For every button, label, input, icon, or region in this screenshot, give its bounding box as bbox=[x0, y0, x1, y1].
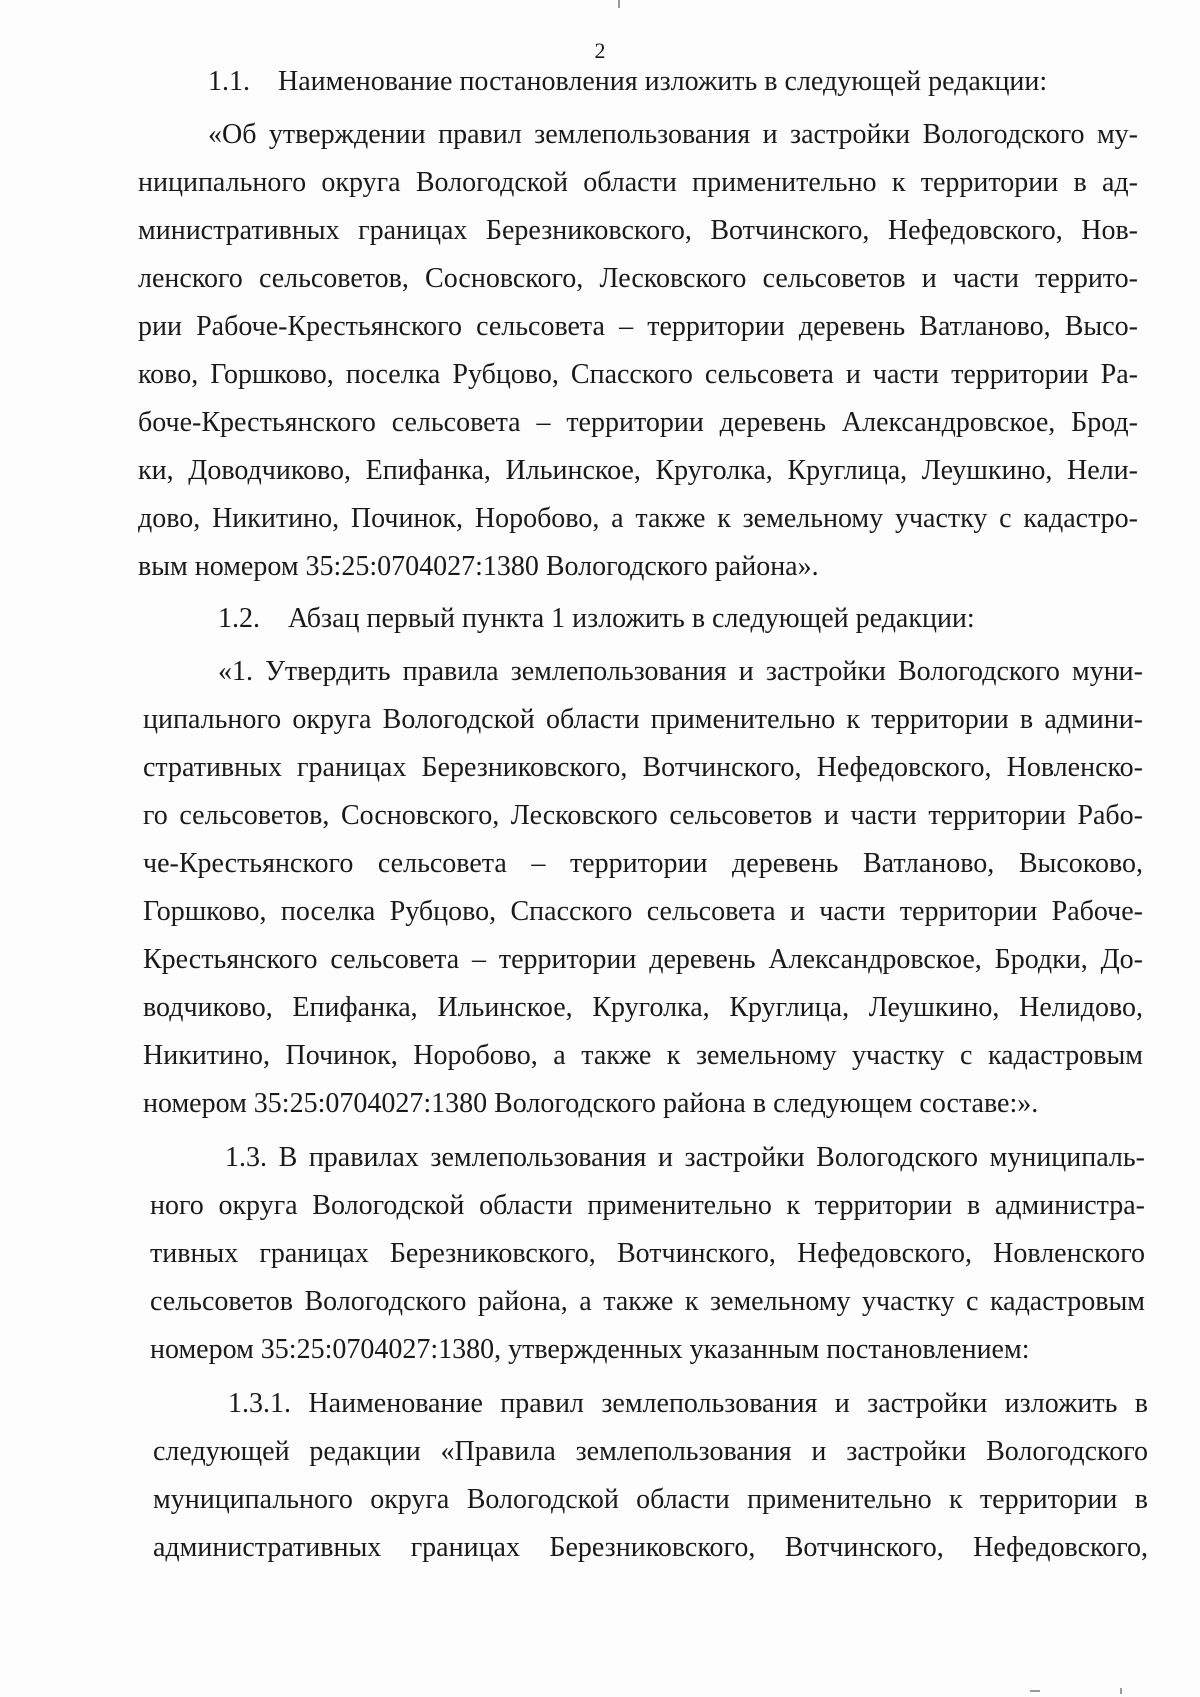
text-line: Крестьянского сельсовета – территории деревень Александровское, Бродки, До- bbox=[143, 944, 1143, 975]
page-number: 2 bbox=[594, 38, 606, 63]
text-line: ного округа Вологодской области применительно к территории в администра- bbox=[150, 1190, 1145, 1221]
text-line: «Об утверждении правил землепользования и застройки Вологодского му- bbox=[208, 119, 1138, 150]
text-line: тивных границах Березниковского, Вотчинского, Нефедовского, Новленского bbox=[150, 1238, 1145, 1269]
text-line: ково, Горшково, поселка Рубцово, Спасского сельсовета и части территории Ра- bbox=[138, 359, 1138, 390]
text-line: административных границах Березниковского, Вотчинского, Нефедовского, bbox=[153, 1532, 1148, 1563]
text-line: номером 35:25:0704027:1380, утвержденных указанным постановлением: bbox=[150, 1334, 1030, 1365]
text-line: стративных границах Березниковского, Вотчинского, Нефедовского, Новленско- bbox=[143, 752, 1143, 783]
text-line: го сельсоветов, Сосновского, Лесковского сельсоветов и части территории Рабо- bbox=[143, 800, 1143, 831]
text-line: боче-Крестьянского сельсовета – территории деревень Александровское, Брод- bbox=[138, 407, 1138, 438]
text-line: «1. Утвердить правила землепользования и застройки Вологодского муни- bbox=[218, 656, 1143, 687]
text-line: вым номером 35:25:0704027:1380 Вологодского района». bbox=[138, 551, 819, 582]
text-line: сельсоветов Вологодского района, а также к земельному участку с кадастровым bbox=[150, 1286, 1145, 1317]
text-line: че-Крестьянского сельсовета – территории деревень Ватланово, Высоково, bbox=[143, 848, 1143, 879]
text-line: 1.1. Наименование постановления изложить в следующей редакции: bbox=[208, 66, 1048, 97]
text-line: рии Рабоче-Крестьянского сельсовета – территории деревень Ватланово, Высо- bbox=[138, 311, 1138, 342]
text-line: ки, Доводчиково, Епифанка, Ильинское, Круголка, Круглица, Леушкино, Нели- bbox=[138, 455, 1138, 486]
text-line: министративных границах Березниковского, Вотчинского, Нефедовского, Нов- bbox=[138, 215, 1138, 246]
text-line: 1.3. В правилах землепользования и застройки Вологодского муниципаль- bbox=[225, 1142, 1145, 1173]
scan-artifact bbox=[1030, 1690, 1040, 1692]
text-line: 1.2. Абзац первый пункта 1 изложить в следующей редакции: bbox=[218, 603, 975, 634]
scan-artifact bbox=[618, 0, 620, 8]
text-line: следующей редакции «Правила землепользования и застройки Вологодского bbox=[153, 1436, 1148, 1467]
text-line: Никитино, Починок, Норобово, а также к земельному участку с кадастровым bbox=[143, 1040, 1143, 1071]
text-line: ленского сельсоветов, Сосновского, Лесковского сельсоветов и части террито- bbox=[138, 263, 1138, 294]
text-line: муниципального округа Вологодской области применительно к территории в bbox=[153, 1484, 1148, 1515]
scan-artifact bbox=[1120, 1688, 1122, 1694]
text-line: номером 35:25:0704027:1380 Вологодского района в следующем составе:». bbox=[143, 1088, 1039, 1119]
text-line: ципального округа Вологодской области применительно к территории в админи- bbox=[143, 704, 1143, 735]
text-line: водчиково, Епифанка, Ильинское, Круголка, Круглица, Леушкино, Нелидово, bbox=[143, 992, 1143, 1023]
text-line: Горшково, поселка Рубцово, Спасского сельсовета и части территории Рабоче- bbox=[143, 896, 1143, 927]
text-line: 1.3.1. Наименование правил землепользования и застройки изложить в bbox=[228, 1388, 1148, 1419]
text-line: дово, Никитино, Починок, Норобово, а также к земельному участку с кадастро- bbox=[138, 503, 1138, 534]
text-line: ниципального округа Вологодской области применительно к территории в ад- bbox=[138, 167, 1138, 198]
